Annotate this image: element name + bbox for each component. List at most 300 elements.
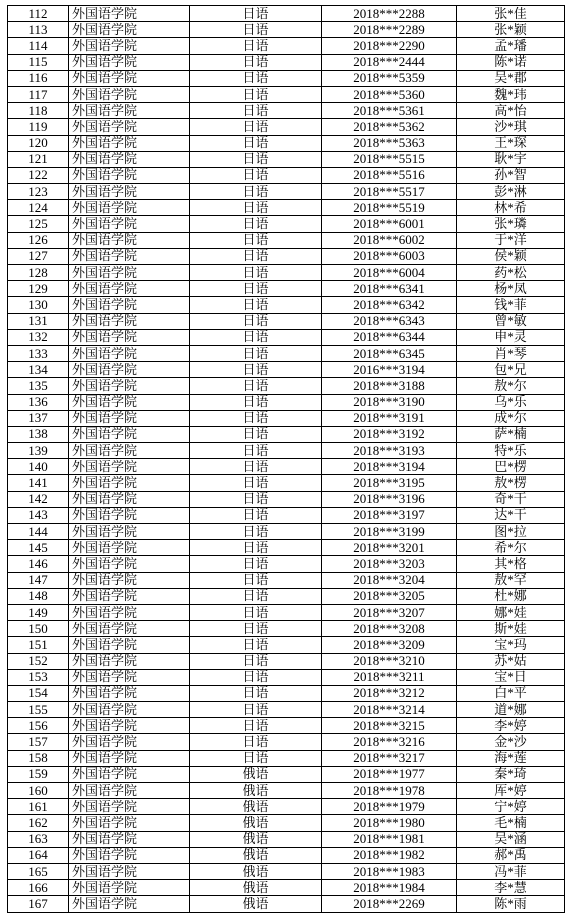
college-cell: 外国语学院 xyxy=(69,184,190,200)
row-number-cell: 152 xyxy=(8,653,69,669)
major-cell: 日语 xyxy=(190,540,322,556)
table-row xyxy=(8,200,565,216)
college-cell: 外国语学院 xyxy=(69,167,190,183)
table-row xyxy=(8,265,565,281)
college-cell: 外国语学院 xyxy=(69,54,190,70)
major-cell: 日语 xyxy=(190,637,322,653)
student-id-cell: 2018***6002 xyxy=(322,232,457,248)
student-id-cell: 2018***3209 xyxy=(322,637,457,653)
college-cell: 外国语学院 xyxy=(69,6,190,22)
student-name-cell: 王*琛 xyxy=(457,135,565,151)
major-cell: 俄语 xyxy=(190,783,322,799)
table-row xyxy=(8,281,565,297)
table-row xyxy=(8,135,565,151)
major-cell: 日语 xyxy=(190,669,322,685)
college-cell: 外国语学院 xyxy=(69,815,190,831)
major-cell: 日语 xyxy=(190,685,322,701)
student-id-cell: 2018***5363 xyxy=(322,135,457,151)
major-cell: 日语 xyxy=(190,248,322,264)
major-cell: 日语 xyxy=(190,750,322,766)
student-name-cell: 彭*淋 xyxy=(457,184,565,200)
student-name-cell: 冯*菲 xyxy=(457,863,565,879)
student-id-cell: 2018***5362 xyxy=(322,119,457,135)
college-cell: 外国语学院 xyxy=(69,200,190,216)
college-cell: 外国语学院 xyxy=(69,362,190,378)
row-number-cell: 113 xyxy=(8,22,69,38)
student-name-cell: 李*婷 xyxy=(457,718,565,734)
student-name-cell: 斯*娃 xyxy=(457,621,565,637)
student-id-cell: 2018***1977 xyxy=(322,766,457,782)
major-cell: 俄语 xyxy=(190,831,322,847)
major-cell: 日语 xyxy=(190,410,322,426)
table-row xyxy=(8,86,565,102)
student-id-cell: 2018***3216 xyxy=(322,734,457,750)
college-cell: 外国语学院 xyxy=(69,459,190,475)
student-name-cell: 特*乐 xyxy=(457,443,565,459)
student-name-cell: 沙*琪 xyxy=(457,119,565,135)
table-row xyxy=(8,6,565,22)
student-name-cell: 厍*婷 xyxy=(457,783,565,799)
student-id-cell: 2018***3192 xyxy=(322,426,457,442)
row-number-cell: 141 xyxy=(8,475,69,491)
student-name-cell: 吴*郡 xyxy=(457,70,565,86)
table-row xyxy=(8,378,565,394)
table-row xyxy=(8,507,565,523)
major-cell: 日语 xyxy=(190,329,322,345)
student-name-cell: 陈*雨 xyxy=(457,896,565,912)
table-body xyxy=(8,6,565,913)
college-cell: 外国语学院 xyxy=(69,507,190,523)
row-number-cell: 155 xyxy=(8,702,69,718)
row-number-cell: 116 xyxy=(8,70,69,86)
table-row xyxy=(8,22,565,38)
student-id-cell: 2018***6004 xyxy=(322,265,457,281)
table-row xyxy=(8,232,565,248)
student-id-cell: 2018***6003 xyxy=(322,248,457,264)
college-cell: 外国语学院 xyxy=(69,831,190,847)
college-cell: 外国语学院 xyxy=(69,572,190,588)
table-row xyxy=(8,685,565,701)
student-id-cell: 2018***3194 xyxy=(322,459,457,475)
row-number-cell: 133 xyxy=(8,345,69,361)
student-name-cell: 敖*尔 xyxy=(457,378,565,394)
row-number-cell: 134 xyxy=(8,362,69,378)
row-number-cell: 123 xyxy=(8,184,69,200)
major-cell: 日语 xyxy=(190,362,322,378)
student-name-cell: 曾*敏 xyxy=(457,313,565,329)
table-row xyxy=(8,766,565,782)
row-number-cell: 145 xyxy=(8,540,69,556)
table-row xyxy=(8,540,565,556)
row-number-cell: 150 xyxy=(8,621,69,637)
major-cell: 日语 xyxy=(190,556,322,572)
row-number-cell: 144 xyxy=(8,524,69,540)
table-row xyxy=(8,248,565,264)
major-cell: 日语 xyxy=(190,200,322,216)
college-cell: 外国语学院 xyxy=(69,232,190,248)
major-cell: 日语 xyxy=(190,216,322,232)
student-id-cell: 2018***3212 xyxy=(322,685,457,701)
row-number-cell: 143 xyxy=(8,507,69,523)
row-number-cell: 159 xyxy=(8,766,69,782)
student-id-cell: 2018***3190 xyxy=(322,394,457,410)
row-number-cell: 165 xyxy=(8,863,69,879)
student-name-cell: 侯*颖 xyxy=(457,248,565,264)
row-number-cell: 158 xyxy=(8,750,69,766)
major-cell: 日语 xyxy=(190,459,322,475)
student-id-cell: 2018***6343 xyxy=(322,313,457,329)
student-name-cell: 道*娜 xyxy=(457,702,565,718)
row-number-cell: 131 xyxy=(8,313,69,329)
student-id-cell: 2018***3204 xyxy=(322,572,457,588)
major-cell: 日语 xyxy=(190,70,322,86)
row-number-cell: 115 xyxy=(8,54,69,70)
student-name-cell: 其*格 xyxy=(457,556,565,572)
student-id-cell: 2018***3188 xyxy=(322,378,457,394)
table-row xyxy=(8,362,565,378)
major-cell: 日语 xyxy=(190,588,322,604)
student-name-cell: 钱*菲 xyxy=(457,297,565,313)
college-cell: 外国语学院 xyxy=(69,475,190,491)
major-cell: 日语 xyxy=(190,443,322,459)
major-cell: 日语 xyxy=(190,265,322,281)
college-cell: 外国语学院 xyxy=(69,637,190,653)
student-name-cell: 敖*楞 xyxy=(457,475,565,491)
student-id-cell: 2018***1982 xyxy=(322,847,457,863)
major-cell: 日语 xyxy=(190,135,322,151)
table-row xyxy=(8,896,565,912)
college-cell: 外国语学院 xyxy=(69,799,190,815)
student-id-cell: 2018***6001 xyxy=(322,216,457,232)
table-row xyxy=(8,637,565,653)
college-cell: 外国语学院 xyxy=(69,135,190,151)
student-name-cell: 耿*宇 xyxy=(457,151,565,167)
student-id-cell: 2018***3215 xyxy=(322,718,457,734)
college-cell: 外国语学院 xyxy=(69,378,190,394)
college-cell: 外国语学院 xyxy=(69,621,190,637)
student-id-cell: 2018***3199 xyxy=(322,524,457,540)
student-id-cell: 2018***2444 xyxy=(322,54,457,70)
row-number-cell: 157 xyxy=(8,734,69,750)
student-name-cell: 高*怡 xyxy=(457,103,565,119)
major-cell: 日语 xyxy=(190,621,322,637)
row-number-cell: 127 xyxy=(8,248,69,264)
major-cell: 日语 xyxy=(190,313,322,329)
major-cell: 俄语 xyxy=(190,815,322,831)
major-cell: 日语 xyxy=(190,6,322,22)
table-row xyxy=(8,119,565,135)
student-id-cell: 2018***3191 xyxy=(322,410,457,426)
major-cell: 日语 xyxy=(190,718,322,734)
student-id-cell: 2018***2288 xyxy=(322,6,457,22)
student-name-cell: 李*慧 xyxy=(457,880,565,896)
table-row xyxy=(8,216,565,232)
table-row xyxy=(8,459,565,475)
table-row xyxy=(8,799,565,815)
table-row xyxy=(8,847,565,863)
student-id-cell: 2018***2290 xyxy=(322,38,457,54)
student-id-cell: 2018***3214 xyxy=(322,702,457,718)
table-row xyxy=(8,103,565,119)
college-cell: 外国语学院 xyxy=(69,297,190,313)
row-number-cell: 129 xyxy=(8,281,69,297)
table-row xyxy=(8,151,565,167)
table-row xyxy=(8,880,565,896)
row-number-cell: 119 xyxy=(8,119,69,135)
student-name-cell: 杜*娜 xyxy=(457,588,565,604)
college-cell: 外国语学院 xyxy=(69,86,190,102)
student-name-cell: 秦*琦 xyxy=(457,766,565,782)
row-number-cell: 139 xyxy=(8,443,69,459)
college-cell: 外国语学院 xyxy=(69,524,190,540)
college-cell: 外国语学院 xyxy=(69,847,190,863)
student-name-cell: 图*拉 xyxy=(457,524,565,540)
student-name-cell: 张*佳 xyxy=(457,6,565,22)
major-cell: 日语 xyxy=(190,167,322,183)
major-cell: 日语 xyxy=(190,184,322,200)
college-cell: 外国语学院 xyxy=(69,491,190,507)
college-cell: 外国语学院 xyxy=(69,863,190,879)
student-name-cell: 申*灵 xyxy=(457,329,565,345)
college-cell: 外国语学院 xyxy=(69,248,190,264)
college-cell: 外国语学院 xyxy=(69,604,190,620)
major-cell: 日语 xyxy=(190,297,322,313)
row-number-cell: 156 xyxy=(8,718,69,734)
table-row xyxy=(8,38,565,54)
table-row xyxy=(8,863,565,879)
student-id-cell: 2018***5359 xyxy=(322,70,457,86)
major-cell: 俄语 xyxy=(190,896,322,912)
major-cell: 日语 xyxy=(190,281,322,297)
college-cell: 外国语学院 xyxy=(69,718,190,734)
row-number-cell: 114 xyxy=(8,38,69,54)
student-id-cell: 2018***3210 xyxy=(322,653,457,669)
row-number-cell: 161 xyxy=(8,799,69,815)
student-name-cell: 张*颖 xyxy=(457,22,565,38)
major-cell: 俄语 xyxy=(190,799,322,815)
student-name-cell: 林*希 xyxy=(457,200,565,216)
major-cell: 日语 xyxy=(190,475,322,491)
student-id-cell: 2018***3195 xyxy=(322,475,457,491)
college-cell: 外国语学院 xyxy=(69,313,190,329)
major-cell: 日语 xyxy=(190,378,322,394)
college-cell: 外国语学院 xyxy=(69,70,190,86)
major-cell: 日语 xyxy=(190,103,322,119)
major-cell: 日语 xyxy=(190,394,322,410)
student-id-cell: 2018***1984 xyxy=(322,880,457,896)
college-cell: 外国语学院 xyxy=(69,669,190,685)
table-row xyxy=(8,702,565,718)
college-cell: 外国语学院 xyxy=(69,653,190,669)
college-cell: 外国语学院 xyxy=(69,426,190,442)
major-cell: 日语 xyxy=(190,734,322,750)
table-row xyxy=(8,426,565,442)
student-name-cell: 宝*日 xyxy=(457,669,565,685)
row-number-cell: 137 xyxy=(8,410,69,426)
table-row xyxy=(8,54,565,70)
college-cell: 外国语学院 xyxy=(69,329,190,345)
student-id-cell: 2018***3203 xyxy=(322,556,457,572)
student-id-cell: 2018***3201 xyxy=(322,540,457,556)
student-name-cell: 张*璘 xyxy=(457,216,565,232)
table-row xyxy=(8,443,565,459)
college-cell: 外国语学院 xyxy=(69,394,190,410)
major-cell: 日语 xyxy=(190,345,322,361)
row-number-cell: 142 xyxy=(8,491,69,507)
college-cell: 外国语学院 xyxy=(69,410,190,426)
student-name-cell: 孟*璠 xyxy=(457,38,565,54)
student-name-cell: 苏*姑 xyxy=(457,653,565,669)
student-name-cell: 于*洋 xyxy=(457,232,565,248)
table-row xyxy=(8,394,565,410)
student-id-cell: 2018***1979 xyxy=(322,799,457,815)
student-id-cell: 2016***3194 xyxy=(322,362,457,378)
major-cell: 日语 xyxy=(190,38,322,54)
row-number-cell: 120 xyxy=(8,135,69,151)
major-cell: 日语 xyxy=(190,491,322,507)
row-number-cell: 132 xyxy=(8,329,69,345)
major-cell: 俄语 xyxy=(190,847,322,863)
table-row xyxy=(8,329,565,345)
major-cell: 日语 xyxy=(190,54,322,70)
row-number-cell: 151 xyxy=(8,637,69,653)
college-cell: 外国语学院 xyxy=(69,281,190,297)
college-cell: 外国语学院 xyxy=(69,265,190,281)
college-cell: 外国语学院 xyxy=(69,119,190,135)
row-number-cell: 140 xyxy=(8,459,69,475)
student-id-cell: 2018***3207 xyxy=(322,604,457,620)
college-cell: 外国语学院 xyxy=(69,702,190,718)
row-number-cell: 160 xyxy=(8,783,69,799)
table-row xyxy=(8,734,565,750)
student-id-cell: 2018***6342 xyxy=(322,297,457,313)
college-cell: 外国语学院 xyxy=(69,588,190,604)
college-cell: 外国语学院 xyxy=(69,22,190,38)
student-id-cell: 2018***1981 xyxy=(322,831,457,847)
table-row xyxy=(8,815,565,831)
student-name-cell: 成*尔 xyxy=(457,410,565,426)
student-name-cell: 奇*干 xyxy=(457,491,565,507)
row-number-cell: 125 xyxy=(8,216,69,232)
student-name-cell: 敖*罕 xyxy=(457,572,565,588)
student-id-cell: 2018***6345 xyxy=(322,345,457,361)
table-row xyxy=(8,491,565,507)
college-cell: 外国语学院 xyxy=(69,443,190,459)
student-list-table xyxy=(7,5,565,913)
student-name-cell: 巴*楞 xyxy=(457,459,565,475)
college-cell: 外国语学院 xyxy=(69,896,190,912)
student-id-cell: 2018***6344 xyxy=(322,329,457,345)
college-cell: 外国语学院 xyxy=(69,734,190,750)
college-cell: 外国语学院 xyxy=(69,880,190,896)
student-id-cell: 2018***5515 xyxy=(322,151,457,167)
student-id-cell: 2018***1980 xyxy=(322,815,457,831)
student-id-cell: 2018***1983 xyxy=(322,863,457,879)
table-row xyxy=(8,669,565,685)
college-cell: 外国语学院 xyxy=(69,540,190,556)
student-id-cell: 2018***2289 xyxy=(322,22,457,38)
student-id-cell: 2018***3196 xyxy=(322,491,457,507)
major-cell: 俄语 xyxy=(190,766,322,782)
student-name-cell: 孙*智 xyxy=(457,167,565,183)
student-id-cell: 2018***3193 xyxy=(322,443,457,459)
table-row xyxy=(8,750,565,766)
table-row xyxy=(8,653,565,669)
major-cell: 日语 xyxy=(190,604,322,620)
student-name-cell: 金*沙 xyxy=(457,734,565,750)
college-cell: 外国语学院 xyxy=(69,38,190,54)
student-id-cell: 2018***1978 xyxy=(322,783,457,799)
student-id-cell: 2018***3208 xyxy=(322,621,457,637)
table-row xyxy=(8,621,565,637)
student-id-cell: 2018***6341 xyxy=(322,281,457,297)
major-cell: 日语 xyxy=(190,86,322,102)
table-row xyxy=(8,718,565,734)
college-cell: 外国语学院 xyxy=(69,151,190,167)
major-cell: 日语 xyxy=(190,702,322,718)
major-cell: 日语 xyxy=(190,653,322,669)
student-name-cell: 宁*婷 xyxy=(457,799,565,815)
row-number-cell: 138 xyxy=(8,426,69,442)
row-number-cell: 124 xyxy=(8,200,69,216)
student-name-cell: 达*干 xyxy=(457,507,565,523)
table-row xyxy=(8,572,565,588)
college-cell: 外国语学院 xyxy=(69,216,190,232)
row-number-cell: 126 xyxy=(8,232,69,248)
student-name-cell: 肖*琴 xyxy=(457,345,565,361)
row-number-cell: 130 xyxy=(8,297,69,313)
row-number-cell: 135 xyxy=(8,378,69,394)
major-cell: 日语 xyxy=(190,232,322,248)
student-name-cell: 陈*诺 xyxy=(457,54,565,70)
college-cell: 外国语学院 xyxy=(69,750,190,766)
row-number-cell: 121 xyxy=(8,151,69,167)
row-number-cell: 164 xyxy=(8,847,69,863)
major-cell: 俄语 xyxy=(190,863,322,879)
major-cell: 日语 xyxy=(190,426,322,442)
row-number-cell: 147 xyxy=(8,572,69,588)
college-cell: 外国语学院 xyxy=(69,783,190,799)
table-row xyxy=(8,475,565,491)
student-id-cell: 2018***5361 xyxy=(322,103,457,119)
row-number-cell: 117 xyxy=(8,86,69,102)
row-number-cell: 149 xyxy=(8,604,69,620)
student-id-cell: 2018***5517 xyxy=(322,184,457,200)
college-cell: 外国语学院 xyxy=(69,345,190,361)
table-row xyxy=(8,524,565,540)
table-row xyxy=(8,831,565,847)
table-row xyxy=(8,297,565,313)
student-id-cell: 2018***2269 xyxy=(322,896,457,912)
major-cell: 日语 xyxy=(190,572,322,588)
major-cell: 日语 xyxy=(190,524,322,540)
row-number-cell: 148 xyxy=(8,588,69,604)
student-id-cell: 2018***3217 xyxy=(322,750,457,766)
student-name-cell: 宝*玛 xyxy=(457,637,565,653)
row-number-cell: 118 xyxy=(8,103,69,119)
student-id-cell: 2018***3211 xyxy=(322,669,457,685)
table-row xyxy=(8,604,565,620)
table-row xyxy=(8,184,565,200)
row-number-cell: 154 xyxy=(8,685,69,701)
student-id-cell: 2018***5360 xyxy=(322,86,457,102)
student-name-cell: 杨*凤 xyxy=(457,281,565,297)
student-name-cell: 萨*楠 xyxy=(457,426,565,442)
table-row xyxy=(8,70,565,86)
row-number-cell: 112 xyxy=(8,6,69,22)
row-number-cell: 167 xyxy=(8,896,69,912)
student-name-cell: 娜*娃 xyxy=(457,604,565,620)
